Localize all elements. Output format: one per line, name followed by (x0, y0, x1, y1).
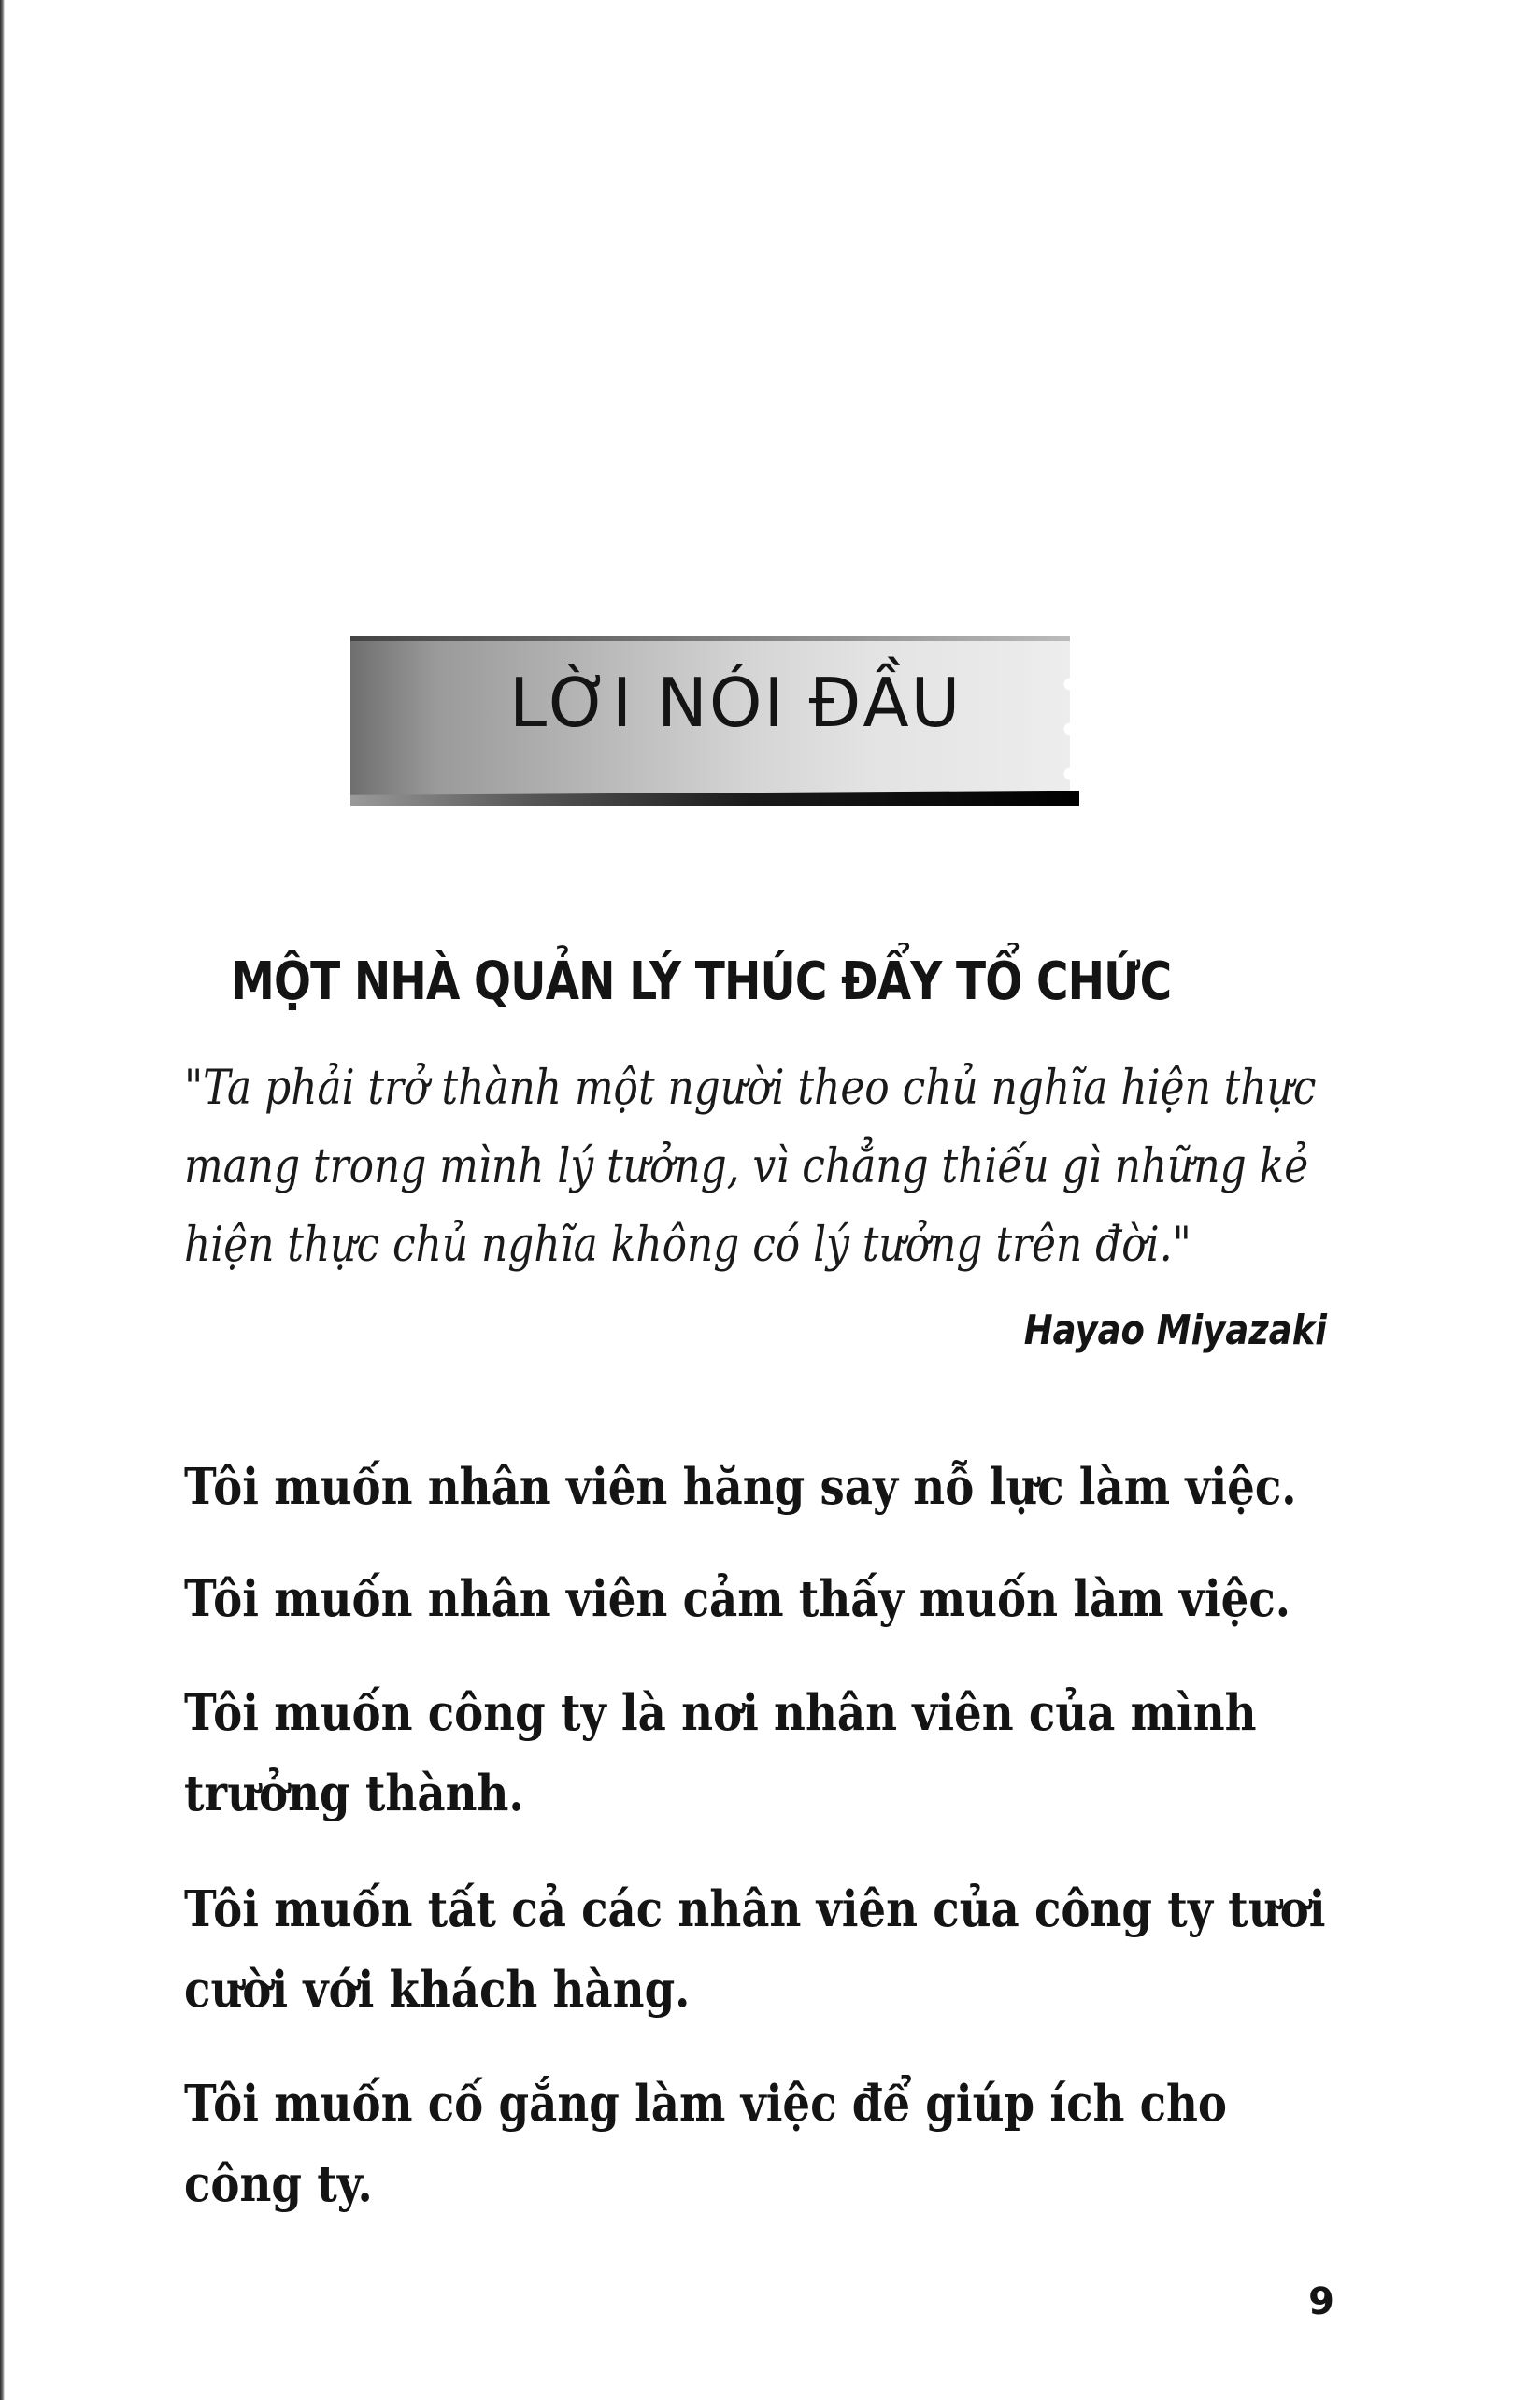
paragraph-line: Tôi muốn tất cả các nhân viên của công ty tươi (184, 1880, 1326, 1938)
paragraph-line: Tôi muốn cố gắng làm việc để giúp ích cho (184, 2075, 1228, 2133)
epigraph-quote (184, 1050, 1317, 1285)
epigraph-line: mang trong mình lý tưởng, vì chẳng thiếu gì những kẻ (184, 1139, 1309, 1194)
epigraph-line: "Ta phải trở thành một người theo chủ nghĩa hiện thực (184, 1061, 1317, 1116)
body-paragraph (184, 1673, 1257, 1834)
epigraph-author: Hayao Miyazaki (1023, 1307, 1327, 1354)
page-number: 9 (1308, 2280, 1334, 2323)
body-paragraph (184, 1447, 1296, 1527)
epigraph-line: hiện thực chủ nghĩa không có lý tưởng trên đời." (184, 1218, 1191, 1273)
paragraph-line: Tôi muốn công ty là nơi nhân viên của mình (184, 1684, 1257, 1742)
body-paragraph (184, 2064, 1227, 2224)
section-heading: MỘT NHÀ QUẢN LÝ THÚC ĐẨY TỔ CHỨC (231, 951, 1172, 1012)
paragraph-line: cười với khách hàng. (184, 1961, 691, 2019)
paragraph-line: Tôi muốn nhân viên cảm thấy muốn làm việc. (184, 1570, 1290, 1628)
chapter-title: LỜI NÓI ĐẦU (509, 664, 962, 742)
paragraph-line: Tôi muốn nhân viên hăng say nỗ lực làm việc. (184, 1458, 1297, 1516)
body-paragraph (184, 1559, 1290, 1639)
banner-notch (1057, 673, 1070, 785)
body-paragraph (184, 1869, 1325, 2030)
chapter-banner (350, 624, 1079, 821)
paragraph-line: công ty. (184, 2155, 373, 2213)
page-binding-edge (0, 0, 5, 2400)
paragraph-line: trưởng thành. (184, 1764, 524, 1822)
